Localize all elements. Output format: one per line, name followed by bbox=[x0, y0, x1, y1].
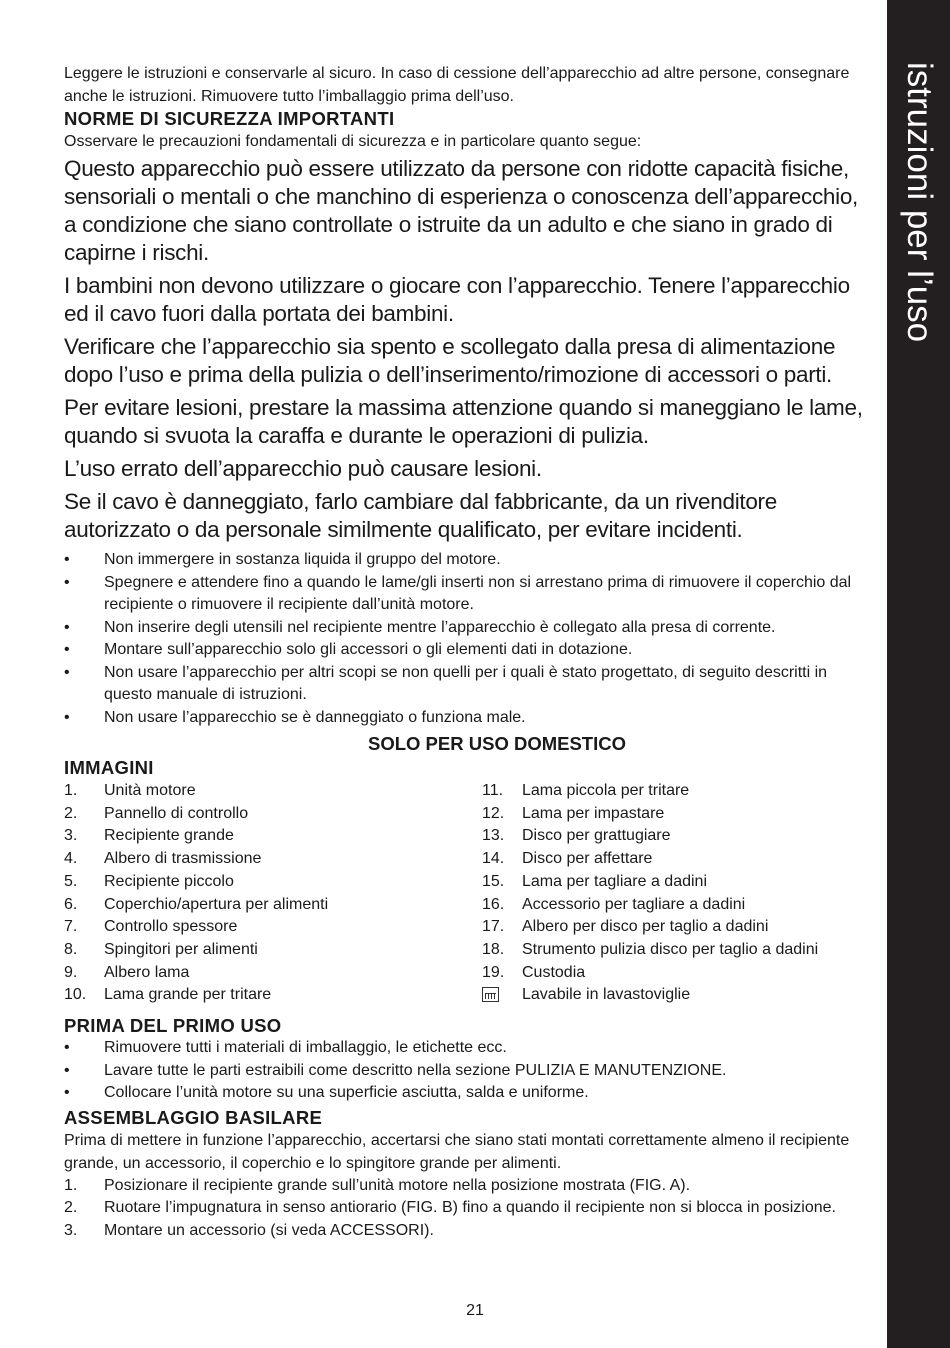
list-item: • Rimuovere tutti i materiali di imballaggio, le etichette ecc. bbox=[64, 1037, 870, 1060]
part-label: Custodia bbox=[522, 963, 586, 981]
part-item bbox=[64, 939, 482, 962]
part-number: 19. bbox=[482, 963, 505, 981]
dishwasher-label: Lavabile in lavastoviglie bbox=[522, 986, 691, 1004]
part-label: Lama per tagliare a dadini bbox=[522, 872, 708, 890]
step-item bbox=[64, 1175, 870, 1198]
part-item bbox=[64, 871, 482, 894]
part-item bbox=[482, 894, 870, 917]
domestic-use-notice: SOLO PER USO DOMESTICO bbox=[368, 733, 626, 754]
assembly-heading: ASSEMBLAGGIO BASILARE bbox=[64, 1106, 323, 1128]
part-item bbox=[64, 916, 482, 939]
part-item bbox=[482, 803, 870, 826]
safety-bullets bbox=[64, 549, 870, 729]
part-item bbox=[64, 894, 482, 917]
part-number: 6. bbox=[64, 895, 78, 913]
safety-heading: NORME DI SICUREZZA IMPORTANTI bbox=[64, 108, 395, 129]
first-use-bullets bbox=[64, 1037, 870, 1105]
part-number: 2. bbox=[64, 804, 78, 822]
part-number: 11. bbox=[482, 782, 504, 799]
part-label: Pannello di controllo bbox=[104, 804, 249, 822]
part-label: Albero di trasmissione bbox=[104, 850, 262, 868]
warning-paragraph: Per evitare lesioni, prestare la massima attenzione quando si maneggiano le lame, quando si svuota la caraffa e durante le operazioni di pulizia. bbox=[64, 395, 863, 448]
step-text: Ruotare l’impugnatura in senso antiorario (FIG. B) fino a quando il recipiente non si blocca in posizione. bbox=[104, 1199, 836, 1217]
part-number: 16. bbox=[482, 895, 505, 913]
dishwasher-item bbox=[482, 984, 870, 1007]
step-number: 1. bbox=[64, 1176, 78, 1194]
list-item: • Non inserire degli utensili nel recipiente mentre l’apparecchio è collegato alla presa di corrente. bbox=[64, 617, 870, 640]
part-item bbox=[64, 962, 482, 985]
intro-paragraph: Leggere le istruzioni e conservarle al sicuro. In caso di cessione dell’apparecchio ad altre persone, consegnare anche le istruzioni. Rimuovere tutto l’imballaggio prima dell’uso. bbox=[64, 65, 850, 105]
part-item bbox=[64, 803, 482, 826]
side-tab-title: istruzioni per l’uso bbox=[900, 62, 939, 343]
part-item bbox=[482, 871, 870, 894]
part-item bbox=[482, 825, 870, 848]
part-item bbox=[64, 780, 482, 803]
part-item bbox=[64, 984, 482, 1007]
part-number: 14. bbox=[482, 850, 505, 868]
part-item bbox=[482, 916, 870, 939]
list-item: • Non usare l’apparecchio se è danneggiato o funziona male. bbox=[64, 707, 870, 730]
list-item: • Spegnere e attendere fino a quando le lame/gli inserti non si arrestano prima di rimuovere il coperchio dal recipiente o rimuovere il recipiente dall’unità motore. bbox=[64, 572, 870, 617]
first-use-heading: PRIMA DEL PRIMO USO bbox=[64, 1015, 282, 1037]
part-number: 8. bbox=[64, 940, 78, 958]
part-label: Lama piccola per tritare bbox=[522, 782, 690, 799]
list-item: • Non immergere in sostanza liquida il gruppo del motore. bbox=[64, 549, 870, 572]
part-number: 7. bbox=[64, 918, 78, 936]
page-content bbox=[64, 62, 870, 1242]
part-number: 5. bbox=[64, 872, 78, 890]
list-item: • Montare sull’apparecchio solo gli accessori o gli elementi dati in dotazione. bbox=[64, 639, 870, 662]
parts-list bbox=[64, 780, 870, 1007]
safety-warnings bbox=[64, 155, 870, 544]
part-item bbox=[482, 939, 870, 962]
part-number: 1. bbox=[64, 782, 78, 799]
images-heading: IMMAGINI bbox=[64, 757, 154, 778]
part-label: Disco per grattugiare bbox=[522, 827, 671, 845]
part-label: Spingitori per alimenti bbox=[104, 940, 258, 958]
part-item bbox=[64, 848, 482, 871]
side-tab bbox=[887, 0, 950, 1348]
warning-paragraph: Se il cavo è danneggiato, farlo cambiare dal fabbricante, da un rivenditore autorizzato o da personale similmente qualificato, per evitare incidenti. bbox=[64, 489, 777, 542]
part-label: Unità motore bbox=[104, 782, 196, 799]
part-label: Lama grande per tritare bbox=[104, 986, 272, 1004]
dishwasher-icon bbox=[482, 987, 499, 1002]
safety-lead: Osservare le precauzioni fondamentali di sicurezza e in particolare quanto segue: bbox=[64, 133, 642, 150]
warning-paragraph: Verificare che l’apparecchio sia spento e scollegato dalla presa di alimentazione dopo l’uso e prima della pulizia o dell’inserimento/rimozione di accessori o parti. bbox=[64, 334, 836, 387]
part-label: Coperchio/apertura per alimenti bbox=[104, 895, 329, 913]
part-label: Controllo spessore bbox=[104, 918, 238, 936]
warning-paragraph: L’uso errato dell’apparecchio può causare lesioni. bbox=[64, 456, 542, 481]
part-label: Strumento pulizia disco per taglio a dadini bbox=[522, 940, 819, 958]
step-item bbox=[64, 1197, 870, 1220]
part-number: 17. bbox=[482, 918, 505, 936]
list-item: • Lavare tutte le parti estraibili come descritto nella sezione PULIZIA E MANUTENZIONE. bbox=[64, 1060, 870, 1083]
part-label: Disco per affettare bbox=[522, 850, 653, 868]
parts-column-left bbox=[64, 780, 482, 1007]
part-label: Albero per disco per taglio a dadini bbox=[522, 918, 769, 936]
part-item bbox=[482, 962, 870, 985]
step-item bbox=[64, 1220, 870, 1243]
assembly-steps bbox=[64, 1175, 870, 1243]
step-number: 3. bbox=[64, 1221, 78, 1239]
parts-column-right bbox=[482, 780, 870, 1007]
part-number: 3. bbox=[64, 827, 78, 845]
part-number: 15. bbox=[482, 872, 505, 890]
part-number: 12. bbox=[482, 804, 505, 822]
part-item bbox=[482, 848, 870, 871]
list-item: • Collocare l’unità motore su una superficie asciutta, salda e uniforme. bbox=[64, 1082, 870, 1105]
part-number: 18. bbox=[482, 940, 505, 958]
warning-paragraph: I bambini non devono utilizzare o giocare con l’apparecchio. Tenere l’apparecchio ed il cavo fuori dalla portata dei bambini. bbox=[64, 273, 850, 326]
list-item: • Non usare l’apparecchio per altri scopi se non quelli per i quali è stato progettato, di seguito descritti in questo manuale di istruzioni. bbox=[64, 662, 870, 707]
part-label: Recipiente piccolo bbox=[104, 872, 234, 890]
assembly-lead: Prima di mettere in funzione l’apparecchio, accertarsi che siano stati montati correttamente almeno il recipiente grande, un accessorio, il coperchio e lo spingitore grande per alimenti. bbox=[64, 1131, 850, 1172]
part-label: Lama per impastare bbox=[522, 804, 665, 822]
part-item bbox=[482, 780, 870, 803]
part-number: 13. bbox=[482, 827, 505, 845]
step-text: Posizionare il recipiente grande sull’unità motore nella posizione mostrata (FIG. A). bbox=[104, 1176, 691, 1194]
part-label: Accessorio per tagliare a dadini bbox=[522, 895, 746, 913]
part-number: 10. bbox=[64, 986, 87, 1004]
intro bbox=[64, 62, 870, 108]
page-number: 21 bbox=[466, 1302, 484, 1319]
part-label: Recipiente grande bbox=[104, 827, 234, 845]
warning-paragraph: Questo apparecchio può essere utilizzato da persone con ridotte capacità fisiche, sensoriali o mentali o che manchino di esperienza o conoscenza dell’apparecchio, a condizione che siano controllate o istruite da un adulto e che siano in grado di capirne i rischi. bbox=[64, 156, 858, 265]
part-label: Albero lama bbox=[104, 963, 190, 981]
step-text: Montare un accessorio (si veda ACCESSORI). bbox=[104, 1221, 434, 1239]
part-number: 4. bbox=[64, 850, 78, 868]
part-item bbox=[64, 825, 482, 848]
part-number: 9. bbox=[64, 963, 78, 981]
step-number: 2. bbox=[64, 1199, 78, 1217]
